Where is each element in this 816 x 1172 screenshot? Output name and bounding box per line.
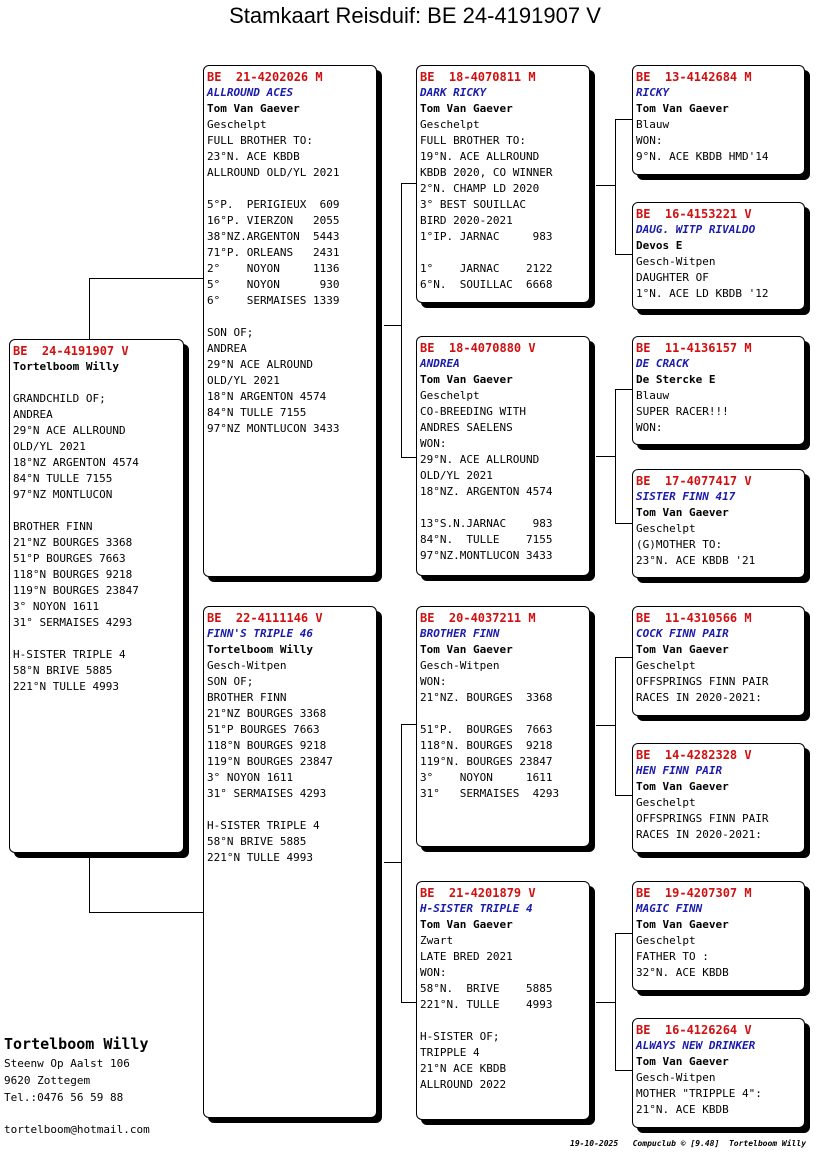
- pigeon-name: HEN FINN PAIR: [636, 764, 723, 777]
- pedigree-line: 71°P. ORLEANS 2431: [207, 246, 340, 259]
- connector-line: [596, 1002, 615, 1003]
- pedigree-line: 3° BEST SOUILLAC: [420, 198, 526, 211]
- breeder-name: Tom Van Gaever: [420, 643, 513, 656]
- ring-number: BE 16-4126264 V: [636, 1023, 752, 1037]
- ring-number: BE 11-4310566 M: [636, 611, 752, 625]
- pedigree-line: [207, 802, 374, 818]
- pedigree-line: ALLROUND 2022: [420, 1078, 507, 1091]
- breeder-name: Tortelboom Willy: [207, 643, 313, 656]
- pedigree-line: Geschelpt: [207, 118, 267, 131]
- connector-line: [615, 657, 632, 658]
- connector-line: [384, 325, 401, 326]
- pedigree-line: H-SISTER TRIPLE 4: [13, 648, 126, 661]
- pedigree-line: 9°N. ACE KBDB HMD'14: [636, 150, 769, 163]
- pedigree-line: 31° SERMAISES 4293: [13, 616, 133, 629]
- pedigree-line: OLD/YL 2021: [207, 374, 280, 387]
- connector-line: [615, 523, 632, 524]
- connector-line: [615, 657, 616, 795]
- page-title: Stamkaart Reisduif: BE 24-4191907 V: [229, 3, 601, 28]
- connector-line: [401, 183, 402, 457]
- pedigree-line: 118°N. BOURGES 9218: [420, 739, 553, 752]
- breeder-name: Tom Van Gaever: [636, 643, 729, 656]
- pedigree-line: Geschelpt: [636, 934, 696, 947]
- pedigree-line: 6°N. SOUILLAC 6668: [420, 278, 553, 291]
- pedigree-line: 119°N BOURGES 23847: [207, 755, 333, 768]
- pedigree-line: [420, 706, 587, 722]
- pigeon-name: DAUG. WITP RIVALDO: [636, 223, 756, 236]
- pigeon-name: ALLROUND ACES: [207, 86, 294, 99]
- pedigree-line: OFFSPRINGS FINN PAIR: [636, 675, 769, 688]
- pedigree-line: 118°N BOURGES 9218: [13, 568, 133, 581]
- pigeon-card-mother[interactable]: [203, 606, 377, 1118]
- breeder-name: Tom Van Gaever: [636, 918, 729, 931]
- pedigree-line: Geschelpt: [636, 659, 696, 672]
- pedigree-line: 1°N. ACE LD KBDB '12: [636, 287, 769, 300]
- connector-line: [615, 389, 616, 523]
- breeder-name: Tom Van Gaever: [636, 780, 729, 793]
- connector-line: [596, 456, 615, 457]
- connector-line: [401, 724, 416, 725]
- pedigree-line: 13°S.N.JARNAC 983: [420, 517, 553, 530]
- pedigree-line: Geschelpt: [636, 522, 696, 535]
- pedigree-line: Gesch-Witpen: [207, 659, 287, 672]
- breeder-name: Tom Van Gaever: [420, 102, 513, 115]
- pedigree-line: Geschelpt: [420, 118, 480, 131]
- pedigree-line: BIRD 2020-2021: [420, 214, 513, 227]
- pedigree-line: 97°NZ MONTLUCON 3433: [207, 422, 340, 435]
- pedigree-line: 16°P. VIERZON 2055: [207, 214, 340, 227]
- pedigree-line: SON OF;: [207, 326, 254, 339]
- pedigree-line: 38°NZ.ARGENTON 5443: [207, 230, 340, 243]
- pigeon-card-ff[interactable]: [416, 65, 590, 303]
- pedigree-line: WON:: [636, 134, 663, 147]
- ring-number: BE 21-4201879 V: [420, 886, 536, 900]
- pedigree-line: LATE BRED 2021: [420, 950, 513, 963]
- pigeon-card-subject[interactable]: [9, 339, 184, 853]
- pedigree-line: [420, 1013, 587, 1029]
- breeder-name: De Stercke E: [636, 373, 716, 386]
- pedigree-line: WON:: [420, 675, 447, 688]
- pedigree-line: 19°N. ACE ALLROUND: [420, 150, 540, 163]
- pedigree-line: 58°N. BRIVE 5885: [420, 982, 553, 995]
- pedigree-line: SUPER RACER!!!: [636, 405, 729, 418]
- pigeon-name: SISTER FINN 417: [636, 490, 736, 503]
- pigeon-card-mmm[interactable]: [632, 1018, 805, 1128]
- footer-text: 19-10-2025 Compuclub © [9.48] Tortelboom Willy: [570, 1139, 807, 1148]
- breeder-name: Tom Van Gaever: [207, 102, 300, 115]
- pigeon-card-mm[interactable]: [416, 881, 590, 1120]
- connector-line: [615, 254, 632, 255]
- owner-city: 9620 Zottegem: [4, 1074, 91, 1087]
- connector-line: [401, 183, 416, 184]
- pedigree-line: 21°N. ACE KBDB: [636, 1103, 729, 1116]
- breeder-name: Tom Van Gaever: [420, 373, 513, 386]
- pedigree-line: 21°N ACE KBDB: [420, 1062, 507, 1075]
- pedigree-line: [13, 503, 181, 519]
- pedigree-line: (G)MOTHER TO:: [636, 538, 723, 551]
- pedigree-line: [207, 181, 374, 197]
- pedigree-line: OLD/YL 2021: [13, 440, 86, 453]
- pedigree-line: 23°N. ACE KBDB: [207, 150, 300, 163]
- pedigree-line: 18°N ARGENTON 4574: [207, 390, 327, 403]
- pedigree-line: 21°NZ BOURGES 3368: [13, 536, 133, 549]
- connector-line: [89, 278, 90, 340]
- pedigree-line: MOTHER "TRIPPLE 4":: [636, 1087, 762, 1100]
- ring-number: BE 20-4037211 M: [420, 611, 536, 625]
- pedigree-line: WON:: [420, 437, 447, 450]
- pedigree-line: 51°P BOURGES 7663: [207, 723, 320, 736]
- pedigree-line: Gesch-Witpen: [636, 1071, 716, 1084]
- pedigree-line: 18°NZ. ARGENTON 4574: [420, 485, 553, 498]
- pedigree-line: ANDREA: [207, 342, 247, 355]
- pedigree-line: ANDREA: [13, 408, 53, 421]
- pedigree-line: CO-BREEDING WITH: [420, 405, 526, 418]
- pedigree-line: [420, 245, 587, 261]
- pedigree-line: 84°N TULLE 7155: [13, 472, 113, 485]
- pedigree-line: TRIPPLE 4: [420, 1046, 480, 1059]
- breeder-name: Devos E: [636, 239, 683, 252]
- connector-line: [89, 278, 203, 279]
- pedigree-line: Gesch-Witpen: [636, 255, 716, 268]
- pedigree-line: 29°N ACE ALROUND: [207, 358, 313, 371]
- pedigree-line: 97°NZ MONTLUCON: [13, 488, 113, 501]
- ring-number: BE 17-4077417 V: [636, 474, 752, 488]
- pigeon-card-mf[interactable]: [416, 606, 590, 847]
- ring-number: BE 13-4142684 M: [636, 70, 752, 84]
- owner-block: [4, 1033, 149, 1106]
- pedigree-line: 18°NZ ARGENTON 4574: [13, 456, 139, 469]
- ring-number: BE 18-4070811 M: [420, 70, 536, 84]
- pedigree-line: ANDRES SAELENS: [420, 421, 513, 434]
- pedigree-line: 119°N. BOURGES 23847: [420, 755, 553, 768]
- pedigree-line: RACES IN 2020-2021:: [636, 828, 762, 841]
- pedigree-line: WON:: [636, 421, 663, 434]
- pigeon-card-fmm[interactable]: [632, 469, 805, 578]
- pedigree-line: 3° NOYON 1611: [207, 771, 294, 784]
- pigeon-name: ALWAYS NEW DRINKER: [636, 1039, 756, 1052]
- pedigree-line: [13, 631, 181, 647]
- pedigree-line: H-SISTER TRIPLE 4: [207, 819, 320, 832]
- pedigree-line: Zwart: [420, 934, 454, 947]
- pedigree-line: FATHER TO :: [636, 950, 709, 963]
- pedigree-line: [420, 500, 587, 516]
- pedigree-line: GRANDCHILD OF;: [13, 392, 106, 405]
- connector-line: [401, 457, 416, 458]
- pedigree-line: 119°N BOURGES 23847: [13, 584, 139, 597]
- pigeon-name: BROTHER FINN: [420, 627, 500, 640]
- pedigree-line: Gesch-Witpen: [420, 659, 500, 672]
- connector-line: [401, 724, 402, 1002]
- ring-number: BE 14-4282328 V: [636, 748, 752, 762]
- pedigree-line: 118°N BOURGES 9218: [207, 739, 327, 752]
- pedigree-line: Blauw: [636, 118, 670, 131]
- pedigree-line: RACES IN 2020-2021:: [636, 691, 762, 704]
- owner-phone: Tel.:0476 56 59 88: [4, 1091, 124, 1104]
- pedigree-line: Geschelpt: [636, 796, 696, 809]
- pigeon-name: DE CRACK: [636, 357, 689, 370]
- pigeon-card-fff[interactable]: [632, 65, 805, 175]
- pigeon-name: COCK FINN PAIR: [636, 627, 729, 640]
- pedigree-line: OFFSPRINGS FINN PAIR: [636, 812, 769, 825]
- pedigree-line: 5° NOYON 930: [207, 278, 340, 291]
- pedigree-line: [13, 375, 181, 391]
- pedigree-line: Geschelpt: [420, 389, 480, 402]
- pedigree-line: 51°P BOURGES 7663: [13, 552, 126, 565]
- pedigree-line: 21°NZ. BOURGES 3368: [420, 691, 553, 704]
- connector-line: [615, 933, 632, 934]
- connector-line: [615, 795, 632, 796]
- connector-line: [596, 185, 615, 186]
- pigeon-card-mff[interactable]: [632, 606, 805, 716]
- pigeon-name: FINN'S TRIPLE 46: [207, 627, 313, 640]
- ring-number: BE 21-4202026 M: [207, 70, 323, 84]
- pedigree-line: 2° NOYON 1136: [207, 262, 340, 275]
- breeder-name: Tortelboom Willy: [13, 360, 119, 373]
- owner-email[interactable]: tortelboom@hotmail.com: [4, 1123, 150, 1136]
- pedigree-line: 3° NOYON 1611: [420, 771, 553, 784]
- connector-line: [615, 119, 632, 120]
- breeder-name: Tom Van Gaever: [636, 506, 729, 519]
- pedigree-line: FULL BROTHER TO:: [207, 134, 313, 147]
- ring-number: BE 18-4070880 V: [420, 341, 536, 355]
- pigeon-name: H-SISTER TRIPLE 4: [420, 902, 533, 915]
- breeder-name: Tom Van Gaever: [636, 102, 729, 115]
- pedigree-line: 6° SERMAISES 1339: [207, 294, 340, 307]
- pigeon-card-mmf[interactable]: [632, 881, 805, 991]
- pedigree-line: Blauw: [636, 389, 670, 402]
- pedigree-line: 58°N BRIVE 5885: [207, 835, 307, 848]
- pedigree-line: KBDB 2020, CO WINNER: [420, 166, 553, 179]
- pedigree-line: 29°N. ACE ALLROUND: [420, 453, 540, 466]
- connector-line: [89, 852, 90, 912]
- ring-number: BE 11-4136157 M: [636, 341, 752, 355]
- pedigree-line: DAUGHTER OF: [636, 271, 709, 284]
- ring-number: BE 19-4207307 M: [636, 886, 752, 900]
- ring-number: BE 16-4153221 V: [636, 207, 752, 221]
- ring-number: BE 22-4111146 V: [207, 611, 323, 625]
- connector-line: [615, 1070, 632, 1071]
- pedigree-line: 21°NZ BOURGES 3368: [207, 707, 327, 720]
- pedigree-line: 84°N TULLE 7155: [207, 406, 307, 419]
- connector-line: [615, 389, 632, 390]
- pedigree-line: 221°N. TULLE 4993: [420, 998, 553, 1011]
- pigeon-name: RICKY: [636, 86, 670, 99]
- pedigree-line: 31° SERMAISES 4293: [207, 787, 327, 800]
- pedigree-line: 23°N. ACE KBDB '21: [636, 554, 756, 567]
- connector-line: [401, 1002, 416, 1003]
- pedigree-line: 1°IP. JARNAC 983: [420, 230, 553, 243]
- breeder-name: Tom Van Gaever: [420, 918, 513, 931]
- connector-line: [596, 725, 615, 726]
- connector-line: [615, 119, 616, 254]
- pedigree-line: 31° SERMAISES 4293: [420, 787, 560, 800]
- pedigree-line: 29°N ACE ALLROUND: [13, 424, 126, 437]
- pigeon-card-ffm[interactable]: [632, 202, 805, 310]
- pigeon-name: ANDREA: [420, 357, 460, 370]
- pedigree-line: [207, 309, 374, 325]
- connector-line: [615, 933, 616, 1070]
- pigeon-name: DARK RICKY: [420, 86, 487, 99]
- pedigree-line: 58°N BRIVE 5885: [13, 664, 113, 677]
- pedigree-line: FULL BROTHER TO:: [420, 134, 526, 147]
- pedigree-line: BROTHER FINN: [207, 691, 287, 704]
- pigeon-card-mfm[interactable]: [632, 743, 805, 853]
- owner-name: Tortelboom Willy: [4, 1035, 149, 1053]
- pedigree-line: 97°NZ.MONTLUCON 3433: [420, 549, 553, 562]
- connector-line: [89, 912, 203, 913]
- pedigree-line: OLD/YL 2021: [420, 469, 493, 482]
- pedigree-line: 51°P. BOURGES 7663: [420, 723, 553, 736]
- pedigree-line: 1° JARNAC 2122: [420, 262, 553, 275]
- pedigree-line: ALLROUND OLD/YL 2021: [207, 166, 340, 179]
- owner-address: Steenw Op Aalst 106: [4, 1057, 130, 1070]
- pedigree-line: 32°N. ACE KBDB: [636, 966, 729, 979]
- pigeon-card-fm[interactable]: [416, 336, 590, 576]
- breeder-name: Tom Van Gaever: [636, 1055, 729, 1068]
- pedigree-line: 3° NOYON 1611: [13, 600, 100, 613]
- ring-number: BE 24-4191907 V: [13, 344, 129, 358]
- pedigree-line: 221°N TULLE 4993: [207, 851, 313, 864]
- pigeon-name: MAGIC FINN: [636, 902, 703, 915]
- pedigree-line: WON:: [420, 966, 447, 979]
- pedigree-line: 5°P. PERIGIEUX 609: [207, 198, 340, 211]
- pedigree-line: BROTHER FINN: [13, 520, 93, 533]
- pedigree-line: 221°N TULLE 4993: [13, 680, 119, 693]
- pedigree-line: 84°N. TULLE 7155: [420, 533, 553, 546]
- pigeon-card-fmf[interactable]: [632, 336, 805, 445]
- pedigree-line: SON OF;: [207, 675, 254, 688]
- pedigree-line: H-SISTER OF;: [420, 1030, 500, 1043]
- pedigree-line: 2°N. CHAMP LD 2020: [420, 182, 540, 195]
- connector-line: [384, 862, 401, 863]
- pigeon-card-father[interactable]: [203, 65, 377, 577]
